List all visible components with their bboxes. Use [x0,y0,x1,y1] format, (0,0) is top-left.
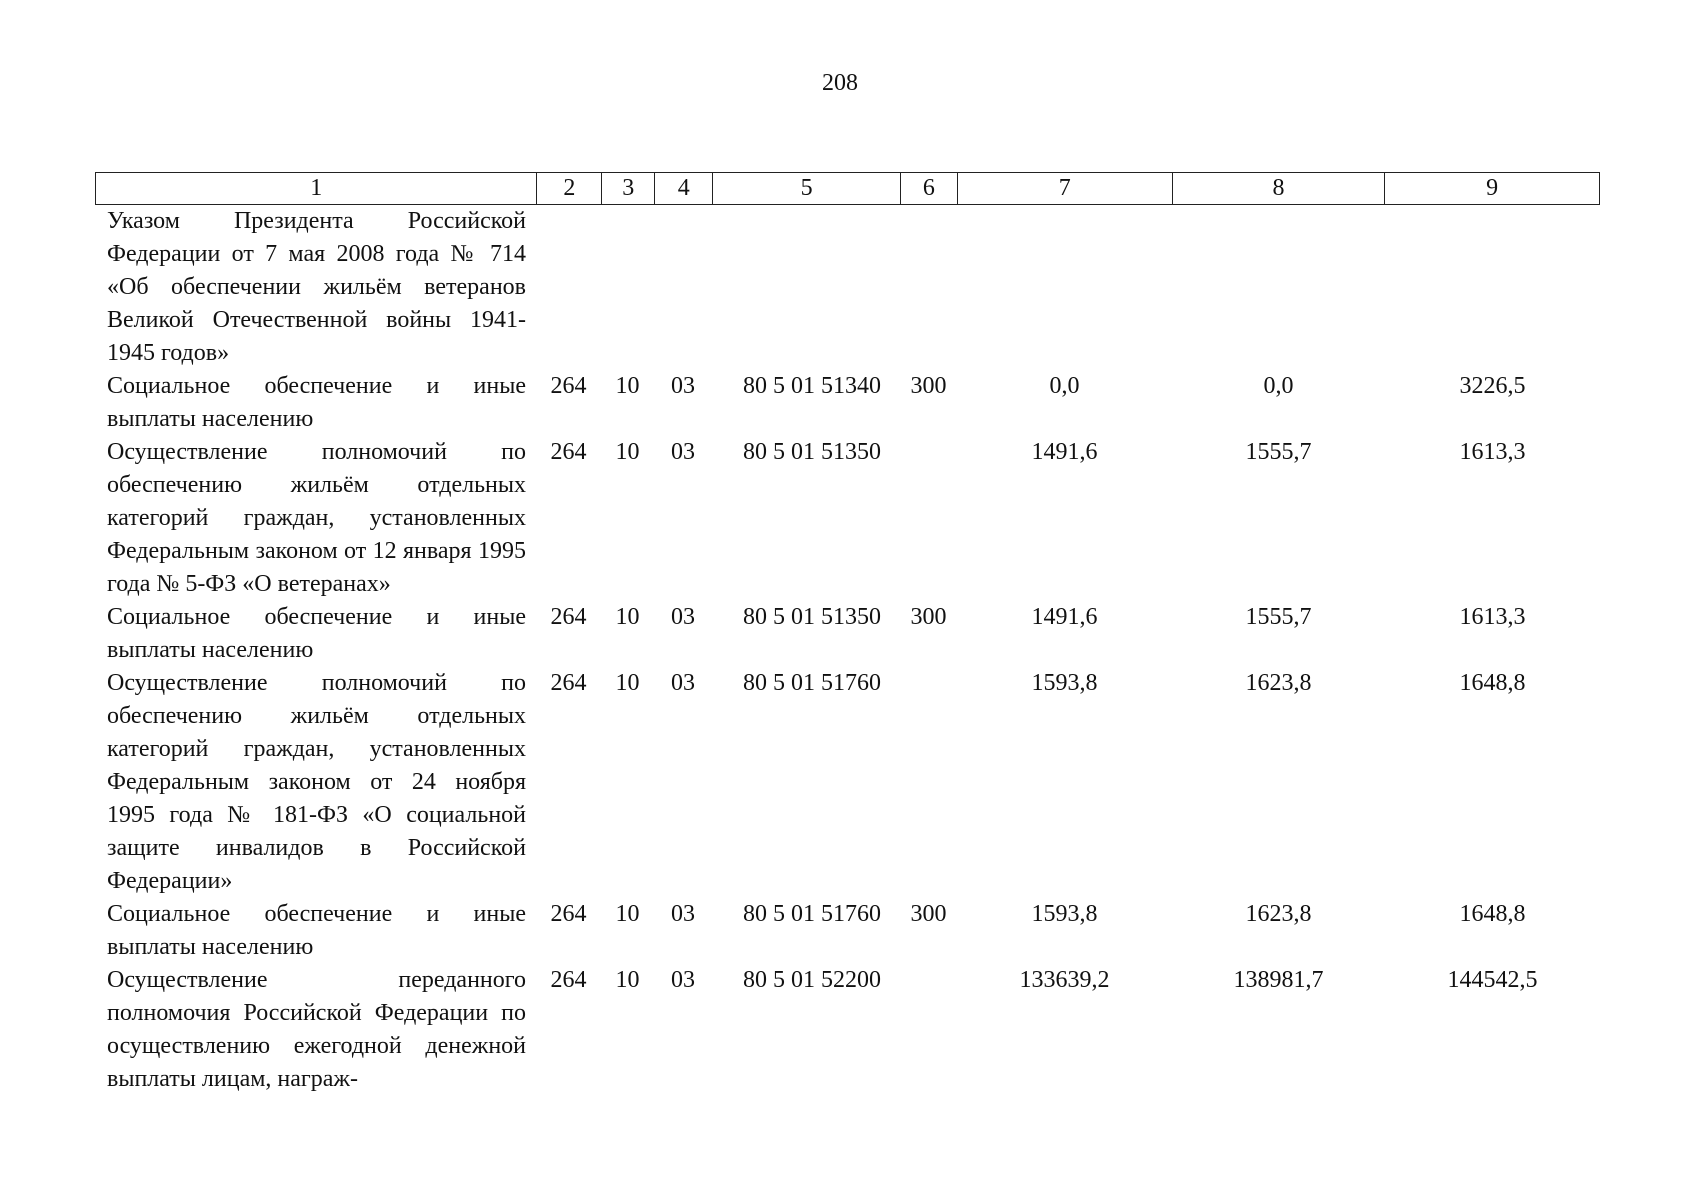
header-cell-6: 6 [900,173,957,204]
cell-section: 10 [615,373,640,399]
cell-amount-col7: 0,0 [1049,373,1080,399]
cell-expense-type: 300 [910,604,947,630]
header-cell-3: 3 [601,173,654,204]
cell-target-article: 80 5 01 51760 [743,901,881,927]
cell-amount-col8: 138981,7 [1233,967,1324,993]
cell-target-article [712,205,900,370]
table-row [95,898,1600,964]
cell-target-article: 80 5 01 51760 [743,670,881,696]
cell-ministry-code [536,205,601,370]
header-cell-8: 8 [1172,173,1385,204]
header-cell-4: 4 [654,173,712,204]
cell-amount-col7 [957,205,1172,370]
cell-section: 10 [615,901,640,927]
cell-amount-col7: 1491,6 [1031,604,1098,630]
row-description: Осуществление переданного полномочия Российской Федерации по осуществлению ежегодной денежной выплаты лицам, награж- [107,967,526,1092]
cell-target-article: 80 5 01 51350 [743,604,881,630]
cell-target-article: 80 5 01 51340 [743,373,881,399]
row-description: Осуществление полномочий по обеспечению жильём отдельных категорий граждан, установленных Федеральным законом от 24 ноября 1995 года № 181-ФЗ «О социальной защите инвалидов в Российской Федерации» [107,670,526,894]
cell-section [601,205,654,370]
cell-ministry-code: 264 [550,901,587,927]
table-row [95,370,1600,436]
cell-subsection: 03 [671,967,695,993]
cell-amount-col9: 1648,8 [1459,670,1526,696]
cell-target-article: 80 5 01 51350 [743,439,881,465]
cell-ministry-code: 264 [550,439,587,465]
table-row [95,205,1600,370]
cell-amount-col8: 1555,7 [1245,439,1312,465]
cell-amount-col9: 1613,3 [1459,439,1526,465]
cell-section: 10 [615,439,640,465]
row-description: Указом Президента Российской Федерации от 7 мая 2008 года № 714 «Об обеспечении жильём ветеранов Великой Отечественной войны 1941-1945 годов» [107,208,526,366]
cell-expense-type [900,964,957,1096]
cell-amount-col8: 1555,7 [1245,604,1312,630]
cell-section: 10 [615,604,640,630]
cell-amount-col7: 133639,2 [1019,967,1110,993]
row-description: Осуществление полномочий по обеспечению жильём отдельных категорий граждан, установленных Федеральным законом от 12 января 1995 года № 5-ФЗ «О ветеранах» [107,439,526,597]
cell-expense-type [900,205,957,370]
page-number: 208 [822,70,858,96]
cell-expense-type [900,667,957,898]
table-row [95,667,1600,898]
cell-subsection: 03 [671,670,695,696]
table-row [95,436,1600,601]
cell-ministry-code: 264 [550,604,587,630]
cell-subsection: 03 [671,901,695,927]
budget-table [95,172,1600,1096]
cell-subsection: 03 [671,439,695,465]
cell-amount-col8 [1172,205,1385,370]
cell-amount-col9: 144542,5 [1447,967,1538,993]
row-description: Социальное обеспечение и иные выплаты населению [107,373,526,432]
table-row [95,601,1600,667]
cell-amount-col7: 1491,6 [1031,439,1098,465]
cell-ministry-code: 264 [550,967,587,993]
cell-ministry-code: 264 [550,670,587,696]
cell-amount-col9: 1648,8 [1459,901,1526,927]
cell-amount-col8: 1623,8 [1245,670,1312,696]
row-description: Социальное обеспечение и иные выплаты населению [107,604,526,663]
cell-section: 10 [615,670,640,696]
cell-expense-type: 300 [910,373,947,399]
cell-target-article: 80 5 01 52200 [743,967,881,993]
cell-amount-col9: 3226,5 [1459,373,1526,399]
header-cell-7: 7 [957,173,1172,204]
cell-expense-type: 300 [910,901,947,927]
cell-subsection [654,205,712,370]
header-cell-9: 9 [1384,173,1599,204]
cell-amount-col9 [1385,205,1600,370]
row-description: Социальное обеспечение и иные выплаты населению [107,901,526,960]
table-body [95,205,1600,1096]
cell-amount-col7: 1593,8 [1031,670,1098,696]
header-cell-1: 1 [310,175,323,201]
cell-subsection: 03 [671,604,695,630]
cell-ministry-code: 264 [550,373,587,399]
cell-expense-type [900,436,957,601]
cell-amount-col7: 1593,8 [1031,901,1098,927]
cell-subsection: 03 [671,373,695,399]
cell-section: 10 [615,967,640,993]
header-cell-2: 2 [536,173,601,204]
table-row [95,964,1600,1096]
header-cell-5: 5 [712,173,900,204]
cell-amount-col9: 1613,3 [1459,604,1526,630]
cell-amount-col8: 1623,8 [1245,901,1312,927]
table-header [95,172,1600,205]
cell-amount-col8: 0,0 [1263,373,1294,399]
